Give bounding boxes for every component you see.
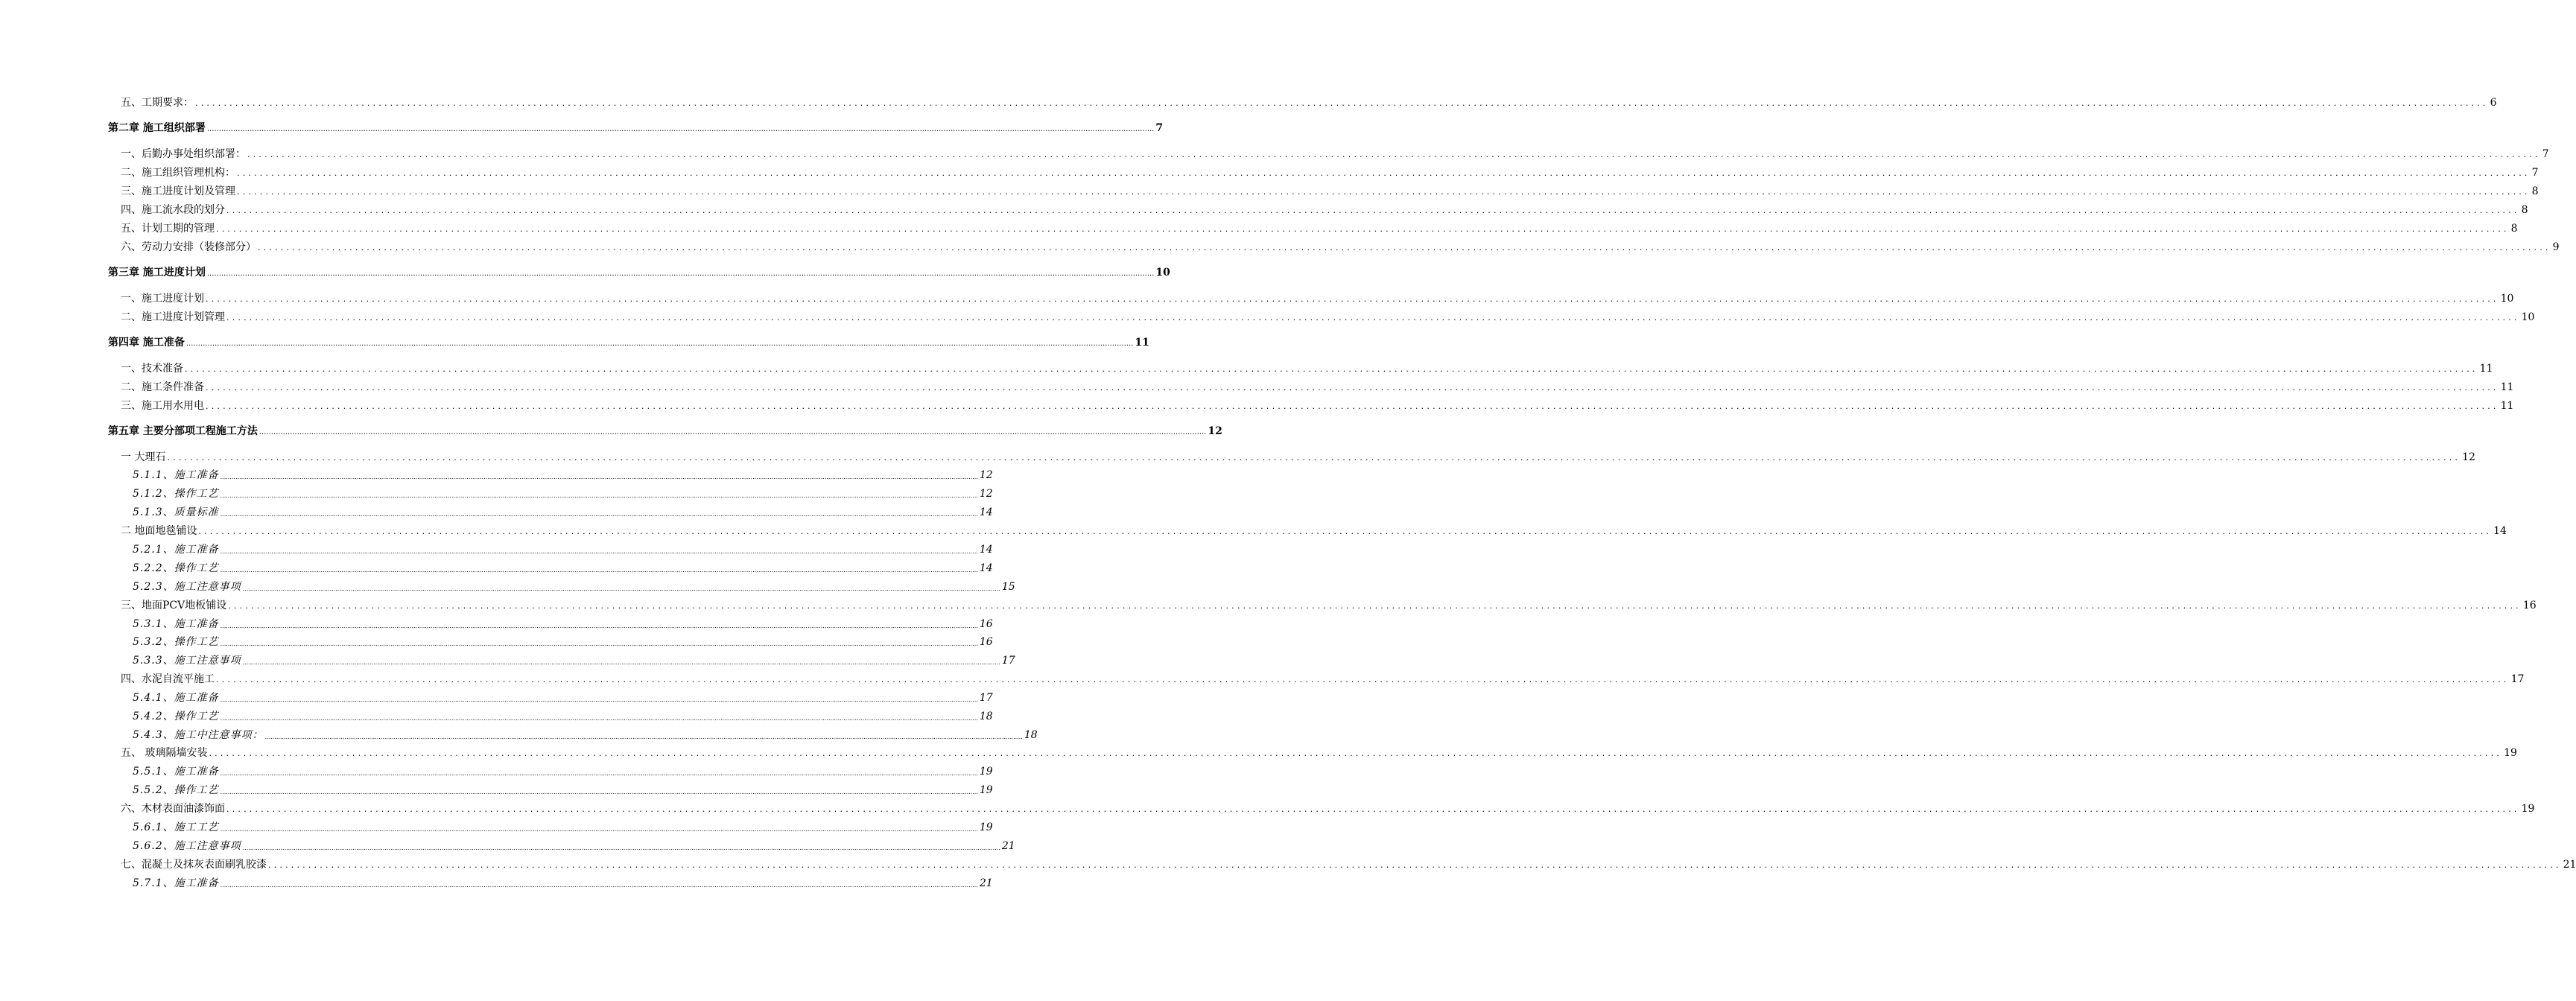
toc-leader-dots: ................................................................................................................................................................................................................................................................................................................................................................................................................ (185, 340, 1134, 348)
toc-entry-label: 5.1.2、操作工艺 (133, 488, 219, 500)
toc-page-number: 14 (979, 506, 993, 518)
toc-page-number: 21 (979, 877, 993, 889)
toc-entry-label: 三、施工进度计划及管理 (121, 185, 235, 197)
toc-leader-dots: ................................................................................................................................................................................................................................................................................................................................................................................................................ (220, 492, 978, 499)
toc-subsection-entry[interactable] (133, 784, 993, 797)
toc-page-number: 8 (2510, 223, 2518, 235)
toc-entry-label: 5.2.3、施工注意事项 (133, 581, 241, 593)
toc-leader-dots: ................................................................................................................................................................................................................................................................................................................................................................................................................ (220, 696, 978, 703)
toc-leader-dots: ................................................................................................................................................................................................................................................................................................................................................................................................................ (247, 150, 2541, 159)
toc-leader-dots: ................................................................................................................................................................................................................................................................................................................................................................................................................ (220, 826, 978, 833)
toc-page-number: 21 (1001, 840, 1015, 852)
toc-page-number: 8 (2531, 185, 2539, 197)
toc-entry-label: 5.7.1、施工准备 (133, 877, 219, 889)
toc-section-entry[interactable] (121, 858, 2576, 871)
toc-page-number: 11 (1135, 337, 1149, 349)
toc-page-number: 19 (2521, 803, 2535, 815)
toc-section-entry[interactable] (121, 381, 2514, 394)
toc-page-number: 12 (2462, 451, 2475, 463)
toc-page-number: 10 (2521, 311, 2535, 323)
toc-subsection-entry[interactable] (133, 765, 993, 778)
toc-leader-dots: ................................................................................................................................................................................................................................................................................................................................................................................................................ (220, 770, 978, 777)
toc-chapter-entry[interactable] (108, 121, 1164, 135)
toc-entry-label: 5.5.2、操作工艺 (133, 784, 219, 796)
toc-entry-label: 五、工期要求： (121, 97, 194, 109)
toc-entry-label: 5.4.2、操作工艺 (133, 711, 219, 722)
toc-page-number: 19 (979, 766, 993, 778)
toc-chapter-entry[interactable] (108, 425, 1222, 438)
toc-leader-dots: ................................................................................................................................................................................................................................................................................................................................................................................................................ (258, 243, 2551, 252)
toc-entry-label: 二、施工条件准备 (121, 381, 204, 393)
toc-leader-dots: ................................................................................................................................................................................................................................................................................................................................................................................................................ (226, 206, 2520, 215)
toc-section-entry[interactable] (121, 96, 2497, 109)
toc-entry-label: 一、技术准备 (121, 363, 183, 375)
toc-subsection-entry[interactable] (133, 710, 993, 723)
toc-leader-dots: ................................................................................................................................................................................................................................................................................................................................................................................................................ (258, 428, 1207, 436)
toc-page-number: 14 (979, 544, 993, 556)
toc-leader-dots: ................................................................................................................................................................................................................................................................................................................................................................................................................ (220, 789, 978, 795)
toc-entry-label: 六、劳动力安排（装修部分） (121, 241, 256, 253)
toc-subsection-entry[interactable] (133, 877, 993, 890)
toc-page-number: 12 (979, 469, 993, 481)
toc-entry-label: 一、后勤办事处组织部署： (121, 148, 246, 160)
toc-leader-dots: ................................................................................................................................................................................................................................................................................................................................................................................................................ (220, 882, 978, 889)
toc-section-entry[interactable] (121, 241, 2560, 254)
toc-leader-dots: ................................................................................................................................................................................................................................................................................................................................................................................................................ (228, 601, 2522, 611)
toc-section-entry[interactable] (121, 185, 2539, 198)
toc-page-number: 12 (979, 488, 993, 500)
toc-chapter-entry[interactable] (108, 336, 1149, 349)
toc-entry-label: 5.1.1、施工准备 (133, 469, 219, 481)
toc-leader-dots: ................................................................................................................................................................................................................................................................................................................................................................................................................ (268, 860, 2562, 870)
toc-entry-label: 5.6.2、施工注意事项 (133, 840, 241, 852)
toc-subsection-entry[interactable] (133, 506, 993, 519)
toc-entry-label: 六、木材表面油漆饰面 (121, 803, 225, 815)
toc-page-number: 6 (2490, 97, 2497, 109)
toc-page-number: 14 (979, 562, 993, 574)
toc-page-number: 16 (2522, 600, 2537, 611)
toc-entry-label: 七、混凝土及抹灰表面刷乳胶漆 (121, 859, 267, 871)
toc-section-entry[interactable] (121, 599, 2537, 612)
toc-entry-label: 第三章 施工进度计划 (108, 267, 206, 279)
toc-subsection-entry[interactable] (133, 543, 993, 556)
toc-entry-label: 第二章 施工组织部署 (108, 122, 206, 134)
toc-page-number: 8 (2521, 204, 2528, 216)
toc-entry-label: 5.5.1、施工准备 (133, 766, 219, 778)
toc-subsection-entry[interactable] (133, 487, 993, 500)
toc-entry-label: 五、 玻璃隔墙安装 (121, 747, 208, 759)
toc-entry-label: 5.6.1、施工工艺 (133, 822, 219, 833)
toc-leader-dots: ................................................................................................................................................................................................................................................................................................................................................................................................................ (206, 270, 1155, 278)
toc-page-number: 19 (979, 822, 993, 833)
toc-leader-dots: ................................................................................................................................................................................................................................................................................................................................................................................................................ (167, 453, 2461, 463)
toc-leader-dots: ................................................................................................................................................................................................................................................................................................................................................................................................................ (220, 623, 978, 629)
toc-entry-label: 5.3.1、施工准备 (133, 618, 219, 630)
toc-leader-dots: ................................................................................................................................................................................................................................................................................................................................................................................................................ (206, 125, 1155, 133)
toc-page-number: 7 (1155, 122, 1164, 134)
toc-section-entry[interactable] (121, 451, 2475, 464)
toc-entry-label: 一、施工进度计划 (121, 293, 204, 305)
toc-leader-dots: ................................................................................................................................................................................................................................................................................................................................................................................................................ (220, 567, 978, 573)
toc-subsection-entry[interactable] (133, 580, 1015, 594)
toc-subsection-entry[interactable] (133, 691, 993, 705)
toc-subsection-entry[interactable] (133, 617, 993, 631)
toc-page-number: 17 (979, 692, 993, 704)
toc-entry-label: 5.2.1、施工准备 (133, 544, 219, 556)
toc-page-number: 16 (979, 618, 993, 630)
toc-leader-dots: ................................................................................................................................................................................................................................................................................................................................................................................................................ (185, 364, 2478, 374)
toc-leader-dots: ................................................................................................................................................................................................................................................................................................................................................................................................................ (206, 401, 2499, 411)
toc-entry-label: 第四章 施工准备 (108, 337, 185, 349)
toc-section-entry[interactable] (121, 147, 2549, 161)
toc-section-entry[interactable] (121, 292, 2514, 305)
toc-page-number: 19 (2504, 747, 2517, 759)
toc-page-number: 7 (2542, 148, 2549, 160)
toc-leader-dots: ................................................................................................................................................................................................................................................................................................................................................................................................................ (220, 548, 978, 555)
toc-leader-dots: ................................................................................................................................................................................................................................................................................................................................................................................................................ (209, 749, 2503, 758)
toc-section-entry[interactable] (121, 802, 2535, 816)
toc-page-number: 10 (2500, 293, 2514, 305)
toc-section-entry[interactable] (121, 524, 2507, 538)
toc-leader-dots: ................................................................................................................................................................................................................................................................................................................................................................................................................ (220, 641, 978, 647)
toc-entry-label: 三、地面PCV地板铺设 (121, 600, 227, 611)
toc-leader-dots: ................................................................................................................................................................................................................................................................................................................................................................................................................ (237, 168, 2531, 178)
toc-section-entry[interactable] (121, 222, 2518, 235)
toc-entry-label: 一 大理石 (121, 451, 166, 463)
toc-subsection-entry[interactable] (133, 821, 993, 834)
toc-leader-dots: ................................................................................................................................................................................................................................................................................................................................................................................................................ (237, 187, 2531, 197)
toc-entry-label: 5.2.2、操作工艺 (133, 562, 219, 574)
toc-leader-dots: ................................................................................................................................................................................................................................................................................................................................................................................................................ (242, 845, 1000, 851)
toc-entry-label: 四、水泥自流平施工 (121, 673, 215, 685)
toc-page-number: 7 (2531, 167, 2539, 179)
toc-leader-dots: ................................................................................................................................................................................................................................................................................................................................................................................................................ (264, 734, 1023, 740)
toc-leader-dots: ................................................................................................................................................................................................................................................................................................................................................................................................................ (216, 224, 2510, 234)
toc-page-number: 10 (1155, 267, 1170, 279)
toc-entry-label: 二 地面地毯铺设 (121, 525, 197, 537)
toc-leader-dots: ................................................................................................................................................................................................................................................................................................................................................................................................................ (206, 383, 2499, 393)
toc-section-entry[interactable] (121, 362, 2493, 375)
toc-entry-label: 5.3.3、施工注意事项 (133, 655, 241, 667)
toc-section-entry[interactable] (121, 746, 2517, 760)
toc-leader-dots: ................................................................................................................................................................................................................................................................................................................................................................................................................ (242, 659, 1000, 666)
toc-entry-label: 第五章 主要分部项工程施工方法 (108, 425, 258, 437)
toc-page-number: 14 (2493, 525, 2507, 537)
toc-page-number: 9 (2552, 241, 2560, 253)
toc-entry-label: 五、计划工期的管理 (121, 223, 215, 235)
toc-entry-label: 二、施工进度计划管理 (121, 311, 225, 323)
toc-subsection-entry[interactable] (133, 468, 993, 482)
toc-section-entry[interactable] (121, 673, 2525, 686)
toc-subsection-entry[interactable] (133, 654, 1015, 667)
toc-leader-dots: ................................................................................................................................................................................................................................................................................................................................................................................................................ (206, 294, 2499, 304)
toc-section-entry[interactable] (121, 203, 2528, 217)
toc-subsection-entry[interactable] (133, 562, 993, 575)
toc-page-number: 17 (2510, 673, 2525, 685)
toc-section-entry[interactable] (121, 399, 2514, 413)
toc-chapter-entry[interactable] (108, 266, 1170, 279)
toc-page-number: 11 (2500, 400, 2514, 412)
toc-subsection-entry[interactable] (133, 839, 1015, 853)
toc-page-number: 15 (1001, 581, 1015, 593)
toc-page-number: 21 (2563, 859, 2576, 871)
toc-leader-dots: ................................................................................................................................................................................................................................................................................................................................................................................................................ (226, 804, 2520, 814)
toc-entry-label: 5.1.3、质量标准 (133, 506, 219, 518)
toc-entry-label: 5.4.1、施工准备 (133, 692, 219, 704)
toc-page-number: 18 (1024, 729, 1038, 741)
toc-entry-label: 5.3.2、操作工艺 (133, 636, 219, 648)
toc-page-number: 18 (979, 711, 993, 722)
toc-entry-label: 四、施工流水段的划分 (121, 204, 225, 216)
toc-leader-dots: ................................................................................................................................................................................................................................................................................................................................................................................................................ (216, 675, 2510, 684)
toc-leader-dots: ................................................................................................................................................................................................................................................................................................................................................................................................................ (220, 511, 978, 518)
toc-entry-label: 5.4.3、施工中注意事项： (133, 729, 264, 741)
toc-page-number: 12 (1208, 425, 1222, 437)
toc-entry-label: 二、施工组织管理机构： (121, 167, 235, 179)
toc-subsection-entry[interactable] (133, 635, 993, 649)
toc-leader-dots: ................................................................................................................................................................................................................................................................................................................................................................................................................ (220, 474, 978, 480)
toc-leader-dots: ................................................................................................................................................................................................................................................................................................................................................................................................................ (226, 313, 2520, 322)
toc-page-number: 11 (2500, 381, 2514, 393)
toc-leader-dots: ................................................................................................................................................................................................................................................................................................................................................................................................................ (220, 715, 978, 722)
toc-section-entry[interactable] (121, 166, 2539, 179)
toc-leader-dots: ................................................................................................................................................................................................................................................................................................................................................................................................................ (198, 527, 2493, 536)
toc-page-number: 19 (979, 784, 993, 796)
toc-subsection-entry[interactable] (133, 728, 1038, 742)
toc-section-entry[interactable] (121, 311, 2535, 324)
toc-page-number: 16 (979, 636, 993, 648)
toc-leader-dots: ................................................................................................................................................................................................................................................................................................................................................................................................................ (195, 98, 2489, 108)
toc-leader-dots: ................................................................................................................................................................................................................................................................................................................................................................................................................ (242, 585, 1000, 592)
toc-page-number: 11 (2479, 363, 2493, 375)
toc-entry-label: 三、施工用水用电 (121, 400, 204, 412)
toc-page-number: 17 (1001, 655, 1015, 667)
